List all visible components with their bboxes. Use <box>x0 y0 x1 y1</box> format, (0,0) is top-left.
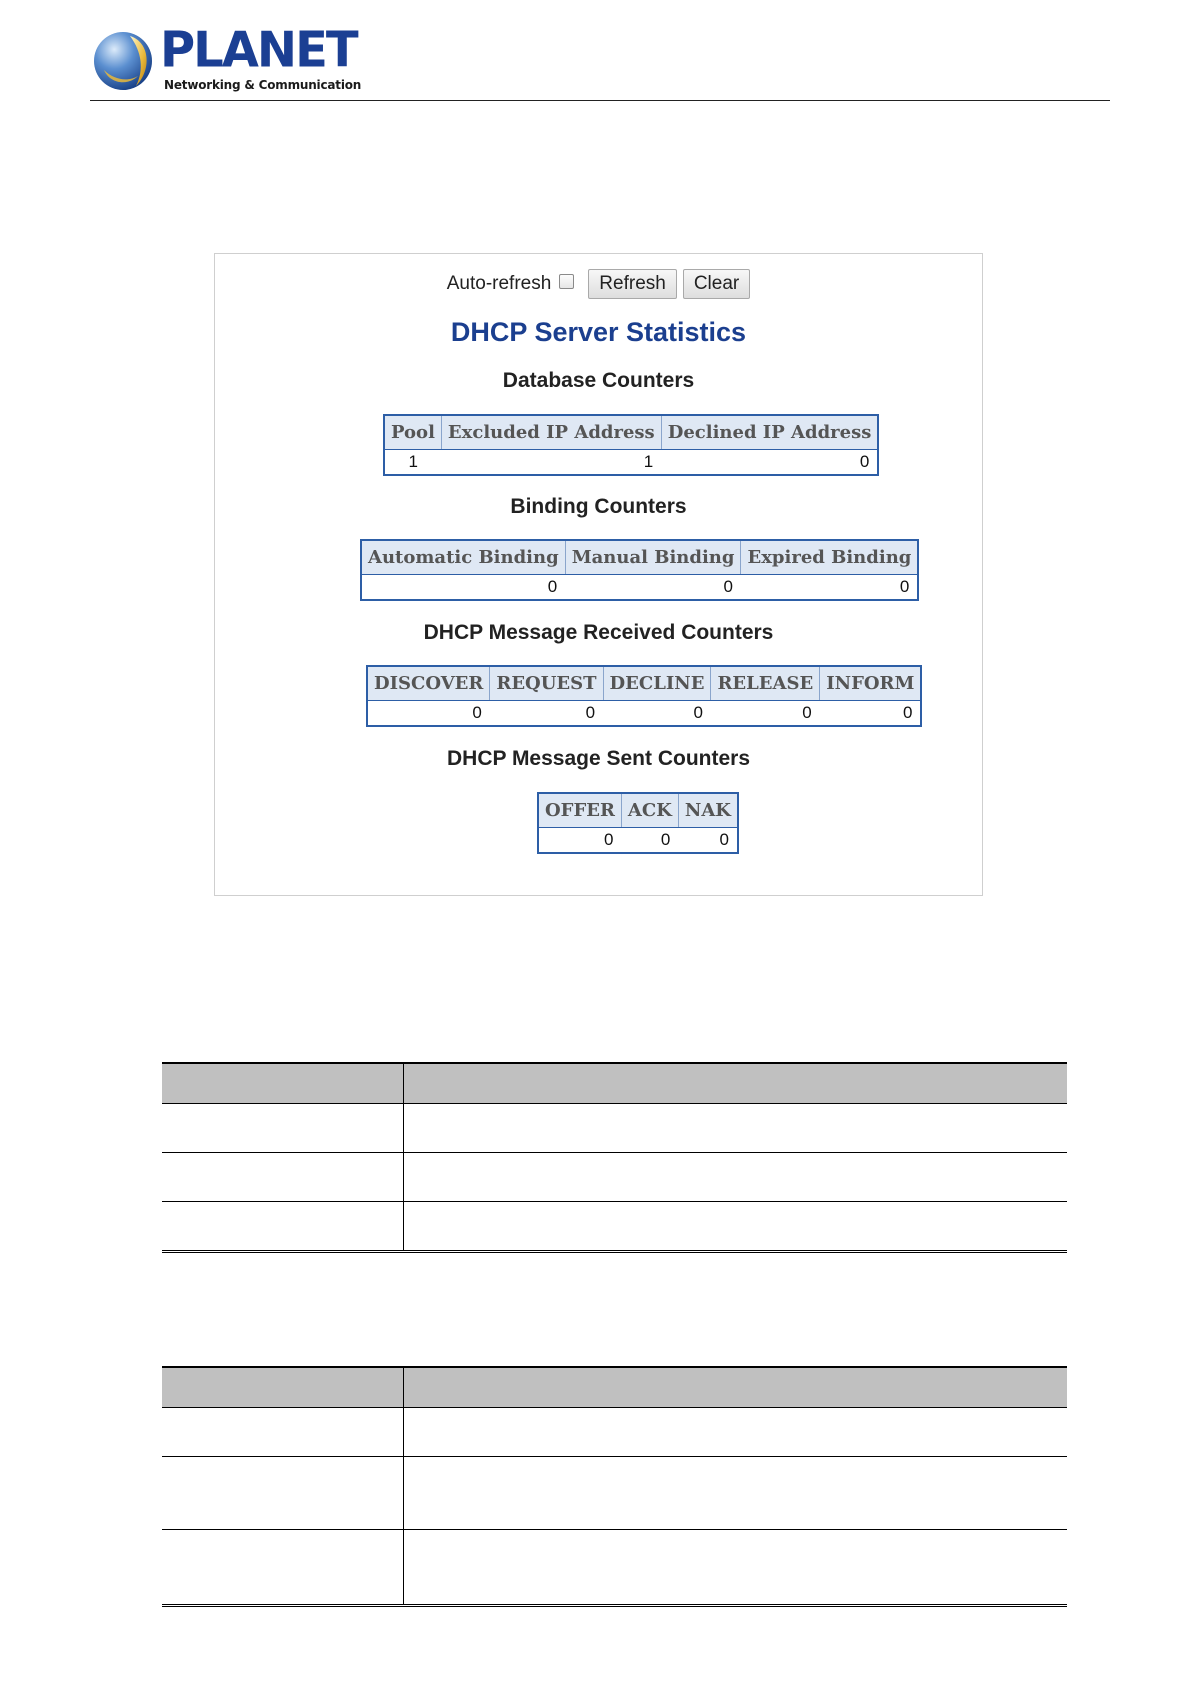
column-header: Declined IP Address <box>661 415 878 449</box>
table-header-row <box>384 415 878 449</box>
table-cell: 0 <box>723 576 733 596</box>
globe-logo-icon <box>92 30 154 92</box>
column-header: DISCOVER <box>367 666 490 700</box>
column-header: ACK <box>621 793 678 827</box>
table-row <box>162 1152 1067 1201</box>
table-cell <box>162 1456 404 1529</box>
table-cell: 0 <box>585 702 596 722</box>
logo-tagline: Networking & Communication <box>164 78 362 92</box>
received-counters-title: DHCP Message Received Counters <box>423 621 774 644</box>
table-cell <box>404 1152 1068 1201</box>
table-row <box>162 1407 1067 1456</box>
database-counters-table <box>383 414 879 476</box>
table-header-row <box>361 540 918 574</box>
sent-counters-table <box>537 792 739 854</box>
page-title: DHCP Server Statistics <box>450 317 747 347</box>
table-cell <box>404 1063 1068 1103</box>
table-cell <box>404 1201 1068 1251</box>
column-header: DECLINE <box>603 666 711 700</box>
received-counters-table <box>366 665 922 727</box>
column-header: Expired Binding <box>741 540 918 574</box>
table-row <box>162 1529 1067 1605</box>
table-cell <box>162 1152 404 1201</box>
table-cell: 0 <box>660 829 671 849</box>
table-header-row <box>538 793 738 827</box>
table-row <box>162 1103 1067 1152</box>
logo-wordmark: PLANET <box>160 21 357 79</box>
table-cell: 0 <box>719 829 729 849</box>
column-header: Manual Binding <box>565 540 741 574</box>
table-cell <box>404 1407 1068 1456</box>
table-row <box>384 449 878 475</box>
table-cell: 0 <box>547 576 558 596</box>
column-header: Excluded IP Address <box>441 415 661 449</box>
column-header: REQUEST <box>490 666 603 700</box>
description-table-2 <box>162 1366 1067 1607</box>
table-cell: 0 <box>802 702 812 722</box>
table-cell <box>404 1529 1068 1605</box>
column-header: NAK <box>678 793 738 827</box>
column-header: INFORM <box>820 666 922 700</box>
table-row <box>162 1456 1067 1529</box>
planet-logo <box>92 21 362 96</box>
clear-button[interactable]: Clear <box>683 269 750 299</box>
binding-counters-table <box>360 539 919 601</box>
table-cell: 0 <box>899 576 910 596</box>
table-cell: 1 <box>408 451 418 471</box>
table-cell <box>162 1063 404 1103</box>
toolbar <box>215 268 982 300</box>
table-header-row <box>162 1367 1067 1407</box>
table-row <box>538 827 738 853</box>
auto-refresh-checkbox[interactable] <box>559 274 574 289</box>
table-cell: 0 <box>472 702 482 722</box>
sent-counters-title: DHCP Message Sent Counters <box>446 747 751 770</box>
description-table-1 <box>162 1062 1067 1253</box>
table-cell: 0 <box>902 702 913 722</box>
column-header: Automatic Binding <box>361 540 565 574</box>
table-cell <box>162 1201 404 1251</box>
table-row <box>162 1201 1067 1251</box>
table-cell: 0 <box>603 829 614 849</box>
table-cell <box>404 1456 1068 1529</box>
auto-refresh-label: Auto-refresh <box>446 273 552 294</box>
table-cell <box>404 1103 1068 1152</box>
table-header-row <box>162 1063 1067 1103</box>
column-header: RELEASE <box>711 666 820 700</box>
table-row <box>361 574 918 600</box>
database-counters-title: Database Counters <box>502 369 695 392</box>
table-header-row <box>367 666 921 700</box>
binding-counters-title: Binding Counters <box>510 495 687 518</box>
table-cell: 0 <box>859 451 870 471</box>
dhcp-statistics-panel <box>214 253 983 896</box>
table-cell <box>162 1407 404 1456</box>
table-cell: 0 <box>693 702 703 722</box>
table-cell <box>404 1367 1068 1407</box>
header-divider <box>90 100 1110 101</box>
table-cell: 1 <box>643 451 654 471</box>
column-header: OFFER <box>538 793 621 827</box>
refresh-button[interactable]: Refresh <box>588 269 677 299</box>
table-cell <box>162 1529 404 1605</box>
table-cell <box>162 1367 404 1407</box>
table-row <box>367 700 921 726</box>
column-header: Pool <box>384 415 441 449</box>
table-cell <box>162 1103 404 1152</box>
